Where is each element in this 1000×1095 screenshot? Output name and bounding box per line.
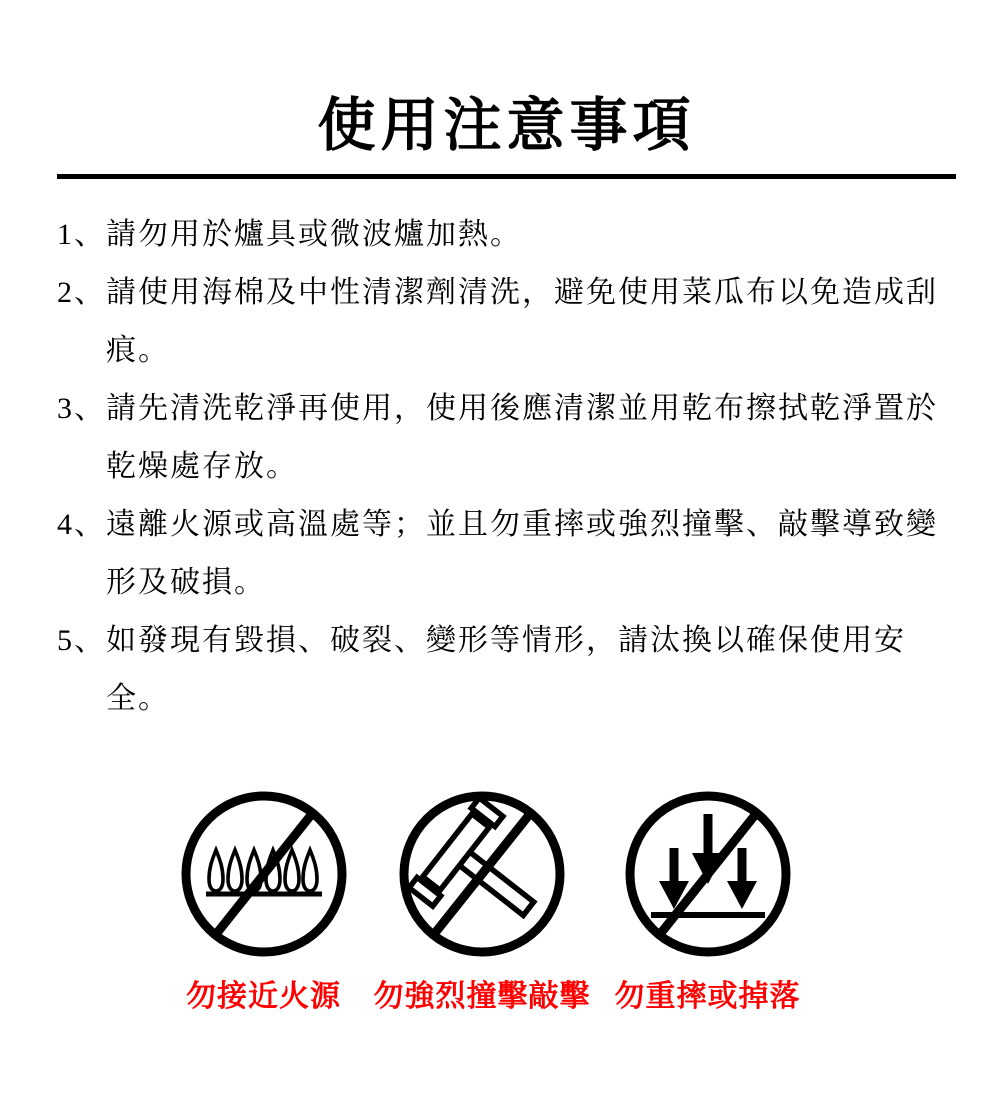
- warning-no-dropping: [615, 788, 801, 1015]
- instruction-list: [57, 206, 962, 728]
- no-dropping-icon: [622, 788, 794, 960]
- item-text: 請先清洗乾淨再使用，使用後應清潔並用乾布擦拭乾淨置於乾燥處存放。: [106, 392, 938, 483]
- usage-notice-page: [0, 95, 1000, 1095]
- instruction-item: [57, 264, 962, 380]
- item-text: 請使用海棉及中性清潔劑清洗，避免使用菜瓜布以免造成刮痕。: [106, 276, 938, 367]
- instruction-item: [57, 496, 962, 612]
- warning-pictograms: [0, 788, 978, 1015]
- instruction-item: [57, 612, 962, 728]
- title-divider: [57, 174, 956, 179]
- no-hammering-icon: [396, 788, 568, 960]
- instruction-item: [57, 206, 962, 264]
- warning-label: 勿接近火源: [186, 980, 341, 1013]
- item-number: 3、: [57, 392, 106, 425]
- warning-label: 勿重摔或掉落: [614, 980, 801, 1013]
- item-number: 5、: [57, 624, 106, 657]
- item-text: 遠離火源或高溫處等；並且勿重摔或強烈撞擊、敲擊導致變形及破損。: [106, 508, 938, 599]
- page-title: 使用注意事項: [317, 93, 696, 158]
- instruction-item: [57, 380, 962, 496]
- item-number: 2、: [57, 276, 106, 309]
- warning-no-hammering: [374, 788, 591, 1015]
- item-number: 1、: [57, 218, 106, 251]
- warning-no-open-flame: [178, 788, 350, 1015]
- item-number: 4、: [57, 508, 106, 541]
- item-text: 請勿用於爐具或微波爐加熱。: [106, 218, 522, 251]
- item-text: 如發現有毀損、破裂、變形等情形，請汰換以確保使用安全。: [106, 624, 906, 715]
- warning-label: 勿強烈撞擊敲擊: [373, 980, 591, 1013]
- no-open-flame-icon: [178, 788, 350, 960]
